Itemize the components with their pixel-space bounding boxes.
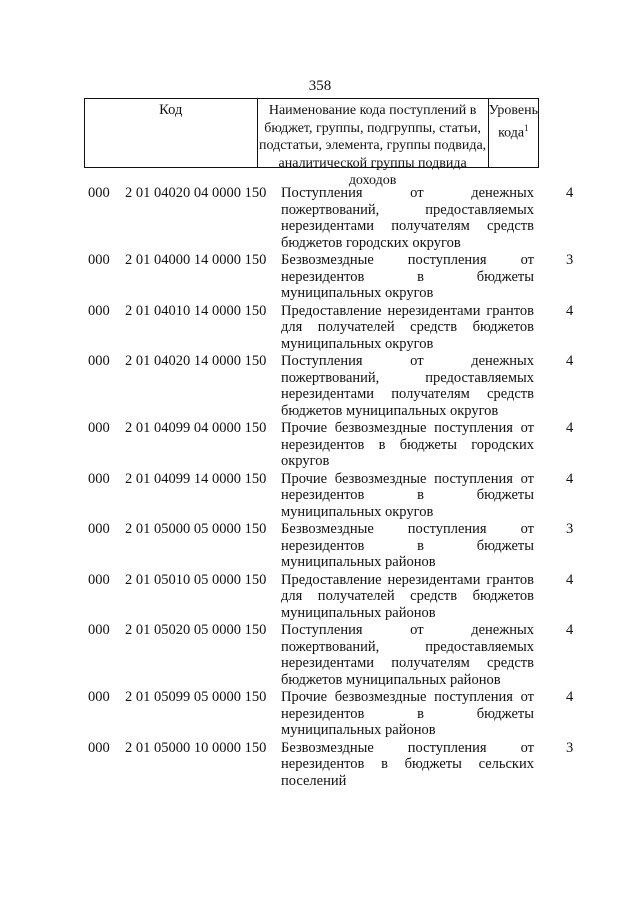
row-name: Безвозмездные поступления от нерезидентов в бюджеты сельских поселений [281, 739, 534, 789]
row-level: 4 [566, 622, 574, 638]
header-code: Код [85, 99, 258, 167]
row-code: 2 01 05000 05 0000 150 [125, 521, 267, 537]
row-name: Прочие безвозмездные поступления от нерезидентов в бюджеты городских округов [281, 420, 534, 469]
table-row [0, 572, 640, 622]
header-level-label: Уровень кода [488, 103, 538, 141]
row-code: 2 01 04099 04 0000 150 [125, 420, 267, 436]
row-level: 3 [566, 521, 574, 537]
row-code: 2 01 05000 10 0000 150 [125, 739, 267, 756]
table-row [0, 521, 640, 571]
row-level: 4 [566, 689, 574, 705]
row-name: Предоставление нерезидентами грантов для получателей средств бюджетов муниципальных районов [281, 571, 534, 621]
row-name: Поступления от денежных пожертвований, предоставляемых нерезидентами получателям средств бюджетов городских округов [281, 185, 534, 251]
page-number: 358 [308, 78, 332, 94]
table-row [0, 740, 640, 790]
row-name: Поступления от денежных пожертвований, предоставляемых нерезидентами получателям средств бюджетов муниципальных округов [281, 353, 534, 419]
table-row [0, 689, 640, 739]
row-prefix: 000 [88, 689, 110, 705]
row-prefix: 000 [88, 185, 110, 201]
table-row [0, 303, 640, 353]
row-level: 4 [566, 353, 574, 369]
row-code: 2 01 04010 14 0000 150 [125, 302, 267, 319]
row-prefix: 000 [88, 739, 110, 756]
row-name: Прочие безвозмездные поступления от нерезидентов в бюджеты муниципальных округов [281, 470, 534, 520]
table-row [0, 622, 640, 688]
row-code: 2 01 05010 05 0000 150 [125, 571, 267, 588]
row-level: 4 [566, 470, 574, 487]
header-name: Наименование кода поступлений в бюджет, группы, подгруппы, статьи, подстатьи, элемента, группы подвида, аналитической группы подвида доходов [258, 99, 489, 167]
row-level: 3 [566, 739, 574, 756]
row-code: 2 01 05099 05 0000 150 [125, 689, 267, 705]
row-level: 4 [566, 185, 574, 201]
row-level: 4 [566, 302, 574, 319]
row-prefix: 000 [88, 571, 110, 588]
row-level: 4 [566, 420, 574, 436]
row-prefix: 000 [88, 302, 110, 319]
row-name: Предоставление нерезидентами грантов для получателей средств бюджетов муниципальных округов [281, 302, 534, 352]
table-row [0, 353, 640, 419]
row-code: 2 01 05020 05 0000 150 [125, 622, 267, 638]
table-body [0, 185, 640, 790]
row-prefix: 000 [88, 420, 110, 436]
table-row [0, 252, 640, 302]
row-name: Поступления от денежных пожертвований, предоставляемых нерезидентами получателям средств бюджетов муниципальных районов [281, 622, 534, 688]
table-row [0, 420, 640, 470]
row-name: Безвозмездные поступления от нерезидентов в бюджеты муниципальных округов [281, 252, 534, 301]
row-name: Безвозмездные поступления от нерезидентов в бюджеты муниципальных районов [281, 521, 534, 570]
table-row [0, 471, 640, 521]
row-code: 2 01 04000 14 0000 150 [125, 252, 267, 268]
row-level: 4 [566, 571, 574, 588]
header-level [489, 99, 538, 167]
row-name: Прочие безвозмездные поступления от нерезидентов в бюджеты муниципальных районов [281, 689, 534, 738]
row-prefix: 000 [88, 470, 110, 487]
row-code: 2 01 04020 04 0000 150 [125, 185, 267, 201]
row-code: 2 01 04020 14 0000 150 [125, 353, 267, 369]
row-level: 3 [566, 252, 574, 268]
row-prefix: 000 [88, 521, 110, 537]
row-code: 2 01 04099 14 0000 150 [125, 470, 267, 487]
table-header [84, 98, 539, 188]
row-prefix: 000 [88, 353, 110, 369]
table-row [0, 185, 640, 251]
row-prefix: 000 [88, 622, 110, 638]
row-prefix: 000 [88, 252, 110, 268]
header-level-footnote: 1 [524, 122, 529, 133]
